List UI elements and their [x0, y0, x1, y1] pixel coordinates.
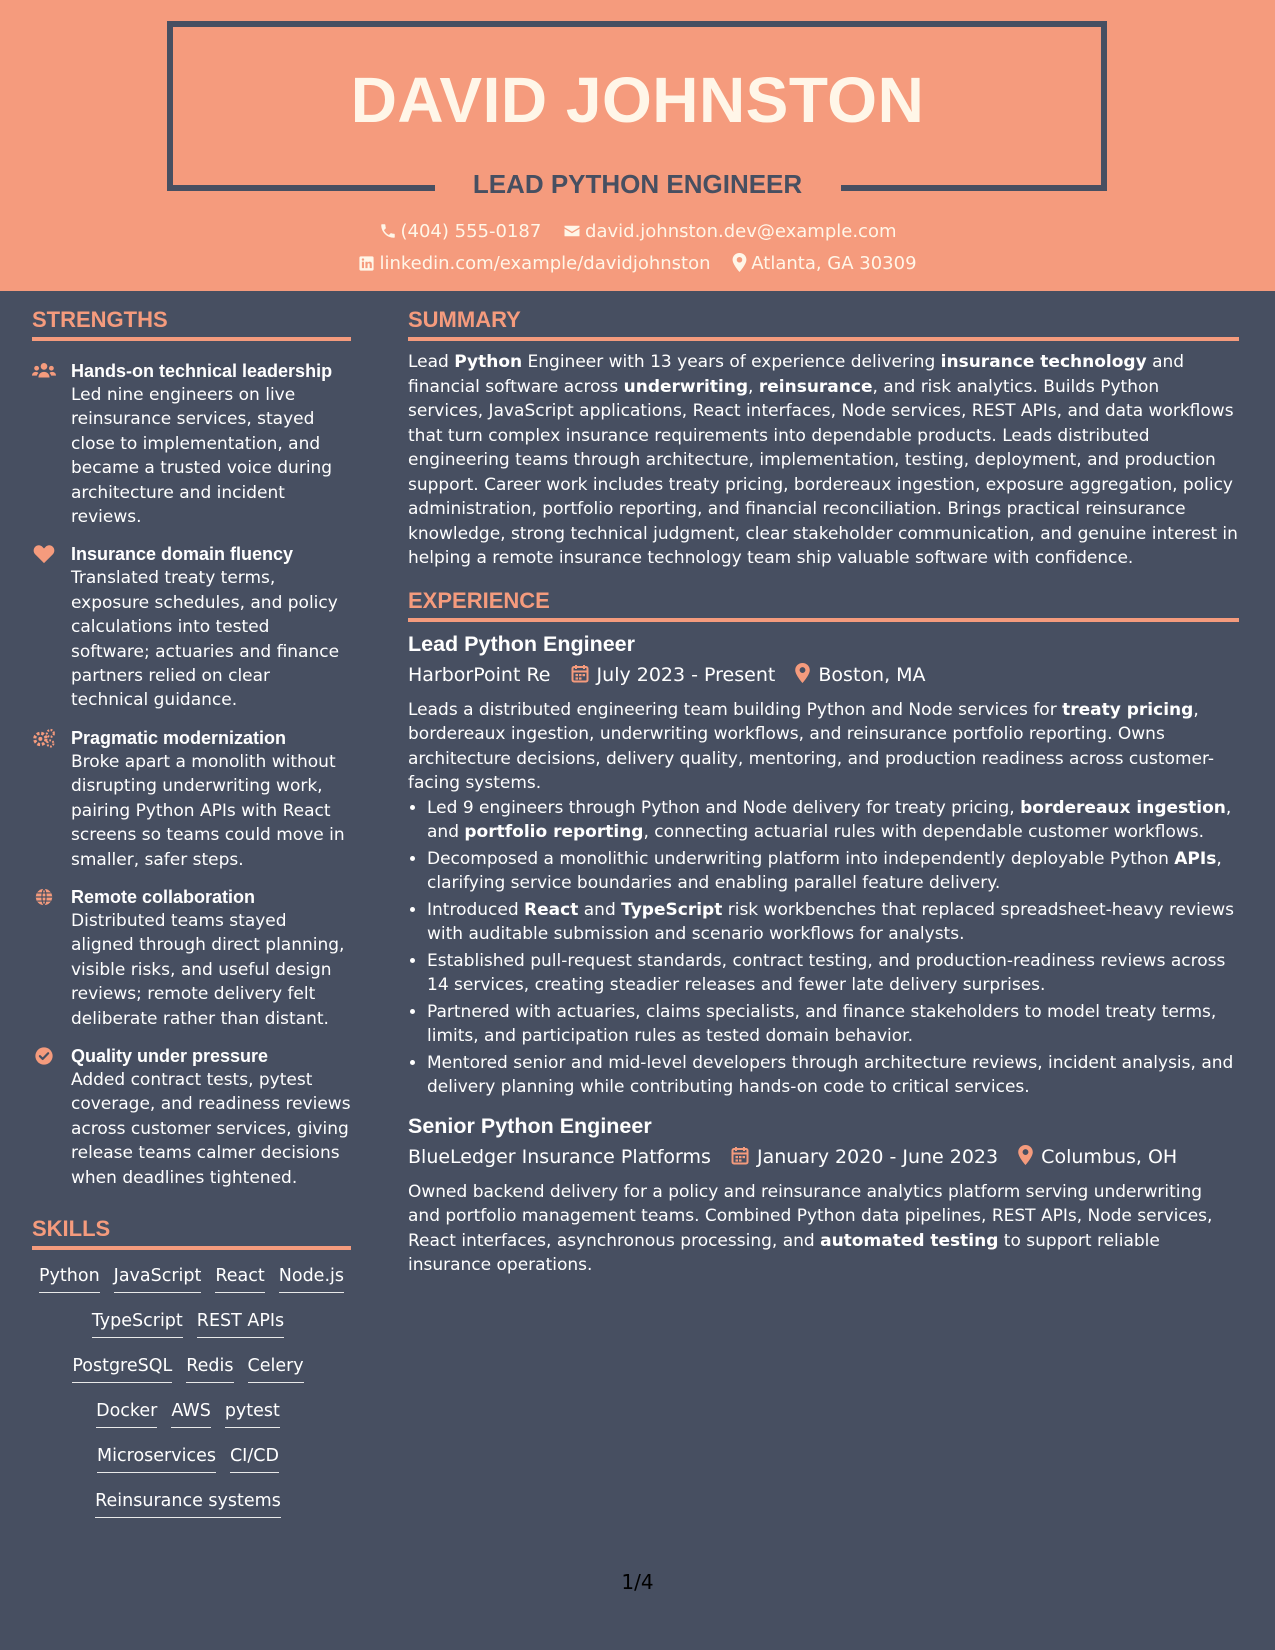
map-pin-icon	[1018, 1145, 1033, 1165]
email-item	[563, 221, 896, 242]
job-dates-text: July 2023 - Present	[596, 663, 776, 686]
skill-tag: Microservices	[97, 1444, 216, 1473]
strength-text: Added contract tests, pytest coverage, and readiness reviews across customer services, giving release teams calmer decisions when deadlines tightened.	[71, 1069, 351, 1188]
strength-text: Broke apart a monolith without disrupting underwriting work, pairing Python APIs with React screens so teams could move in smaller, safer steps.	[71, 751, 345, 870]
job-dates	[731, 1146, 998, 1168]
bullet-item: • Partnered with actuaries, claims specialists, and finance stakeholders to model treaty terms, limits, and participation rules as tested domain behavior.	[427, 1000, 1239, 1049]
skill-tag: CI/CD	[230, 1444, 279, 1473]
skill-tag: Reinsurance systems	[95, 1489, 281, 1518]
strength-text: Translated treaty terms, exposure schedules, and policy calculations into tested software; actuaries and finance partners relied on clear technical guidance.	[71, 568, 340, 711]
location-item	[732, 253, 916, 274]
bullet-item: • Established pull-request standards, contract testing, and production-readiness reviews across 14 services, creating steadier releases and fewer late delivery surprises.	[427, 949, 1239, 998]
linkedin-item	[358, 253, 716, 274]
skill-tag: JavaScript	[114, 1264, 202, 1293]
globe-icon	[32, 887, 56, 907]
skill-tag: Celery	[248, 1354, 304, 1383]
bullet-item: • Decomposed a monolithic underwriting platform into independently deployable Python APIs, clarifying service boundaries and enabling parallel feature delivery.	[427, 847, 1239, 896]
skill-tag: Node.js	[279, 1264, 344, 1293]
job-location-text: Columbus, OH	[1041, 1145, 1178, 1168]
job-location-text: Boston, MA	[818, 663, 926, 686]
check-circle-icon	[32, 1046, 56, 1066]
skills-list	[32, 1264, 351, 1534]
job-location	[795, 664, 925, 686]
map-pin-icon	[795, 663, 810, 683]
job-description: Owned backend delivery for a policy and reinsurance analytics platform serving underwriting and portfolio management teams. Combined Python data pipelines, REST APIs, Node services, React interfaces, asynchronous processing, and automated testing to support reliable insurance operations.	[408, 1181, 1213, 1275]
gears-icon	[32, 728, 56, 748]
job-bullets	[408, 796, 1239, 1100]
contact-row-2	[0, 252, 1275, 276]
job-location	[1018, 1146, 1177, 1168]
bullet-item: • Led 9 engineers through Python and Node delivery for treaty pricing, bordereaux ingestion, and portfolio reporting, connecting actuarial rules with dependable customer workflows.	[427, 796, 1239, 845]
strengths-heading: STRENGTHS	[32, 305, 351, 341]
location-text: Atlanta, GA 30309	[751, 253, 917, 274]
summary-heading: SUMMARY	[408, 305, 1239, 341]
linkedin-icon	[358, 255, 375, 272]
experience-heading: EXPERIENCE	[408, 586, 1239, 622]
skill-row	[32, 1444, 351, 1489]
phone-icon	[379, 222, 397, 240]
company-name: BlueLedger Insurance Platforms	[408, 1145, 711, 1168]
header	[0, 0, 1275, 291]
email-text[interactable]: david.johnston.dev@example.com	[585, 221, 897, 242]
calendar-icon	[731, 1146, 749, 1165]
phone-item	[379, 221, 548, 242]
skill-tag: REST APIs	[197, 1309, 284, 1338]
skill-tag: React	[215, 1264, 264, 1293]
bullet-item: • Introduced React and TypeScript risk workbenches that replaced spreadsheet-heavy reviews with auditable submission and scenario workflows for analysts.	[427, 898, 1239, 947]
candidate-title: LEAD PYTHON ENGINEER	[472, 169, 803, 199]
skill-tag: pytest	[225, 1399, 280, 1428]
skills-heading: SKILLS	[32, 1214, 351, 1250]
job-title: Senior Python Engineer	[408, 1113, 652, 1138]
contact-row	[0, 220, 1275, 244]
summary-text: Lead Python Engineer with 13 years of experience delivering insurance technology and financial software across underwriting, reinsurance, and risk analytics. Builds Python services, JavaScript applications, React interfaces, Node services, REST APIs, and data workflows that turn complex insurance requirements into dependable products. Leads distributed engineering teams through architecture, implementation, testing, deployment, and production support. Career work includes treaty pricing, bordereaux ingestion, exposure aggregation, policy administration, portfolio reporting, and financial reconciliation. Brings practical reinsurance knowledge, strong technical judgment, clear stakeholder communication, and genuine interest in helping a remote insurance technology team ship valuable software with confidence.	[408, 352, 1238, 568]
candidate-name: DAVID JOHNSTON	[350, 64, 925, 136]
skill-tag: TypeScript	[92, 1309, 183, 1338]
skill-row	[32, 1264, 351, 1309]
strength-text: Distributed teams stayed aligned through direct planning, visible risks, and useful design reviews; remote delivery felt deliberate rather than distant.	[71, 910, 345, 1029]
skill-tag: Python	[39, 1264, 100, 1293]
strength-title: Quality under pressure	[71, 1045, 269, 1066]
linkedin-text[interactable]: linkedin.com/example/davidjohnston	[379, 253, 711, 274]
strength-title: Insurance domain fluency	[71, 544, 294, 565]
job-description: Leads a distributed engineering team building Python and Node services for treaty pricing, bordereaux ingestion, underwriting workflows, and reinsurance portfolio reporting. Owns architecture decisions, delivery quality, mentoring, and production readiness across customer-facing systems.	[408, 699, 1215, 793]
heart-icon	[32, 544, 56, 564]
skill-row	[32, 1309, 351, 1354]
skill-tag: PostgreSQL	[72, 1354, 172, 1383]
job-dates	[571, 664, 776, 686]
strength-text: Led nine engineers on live reinsurance services, stayed close to implementation, and became a trusted voice during architecture and incident reviews.	[71, 385, 333, 528]
job-entry	[408, 1112, 1239, 1278]
strength-item	[32, 542, 351, 712]
job-dates-text: January 2020 - June 2023	[756, 1145, 999, 1168]
strength-title: Hands-on technical leadership	[71, 361, 333, 381]
strength-item	[32, 885, 351, 1031]
job-meta	[408, 662, 1239, 688]
strength-title: Pragmatic modernization	[71, 727, 287, 748]
strength-title: Remote collaboration	[71, 886, 256, 907]
users-icon	[32, 361, 56, 381]
phone-text[interactable]: (404) 555-0187	[400, 221, 542, 242]
job-entry	[408, 630, 1239, 1100]
job-meta	[408, 1144, 1239, 1170]
left-column	[32, 305, 351, 1534]
job-title: Lead Python Engineer	[408, 631, 635, 656]
strength-item	[32, 359, 351, 529]
skill-row	[32, 1399, 351, 1444]
map-pin-icon	[732, 253, 747, 272]
skill-row	[32, 1489, 351, 1534]
bullet-item: • Mentored senior and mid-level developers through architecture reviews, incident analysis, and delivery planning while contributing hands-on code to critical services.	[427, 1051, 1239, 1100]
envelope-icon	[563, 222, 581, 240]
skill-row	[32, 1354, 351, 1399]
calendar-icon	[571, 664, 589, 683]
strength-item	[32, 1044, 351, 1190]
skill-tag: Redis	[186, 1354, 233, 1383]
skill-tag: AWS	[171, 1399, 210, 1428]
company-name: HarborPoint Re	[408, 663, 551, 686]
right-column	[408, 305, 1239, 1278]
page-number: 1/4	[621, 1570, 654, 1594]
strength-item	[32, 726, 351, 872]
skill-tag: Docker	[96, 1399, 157, 1428]
